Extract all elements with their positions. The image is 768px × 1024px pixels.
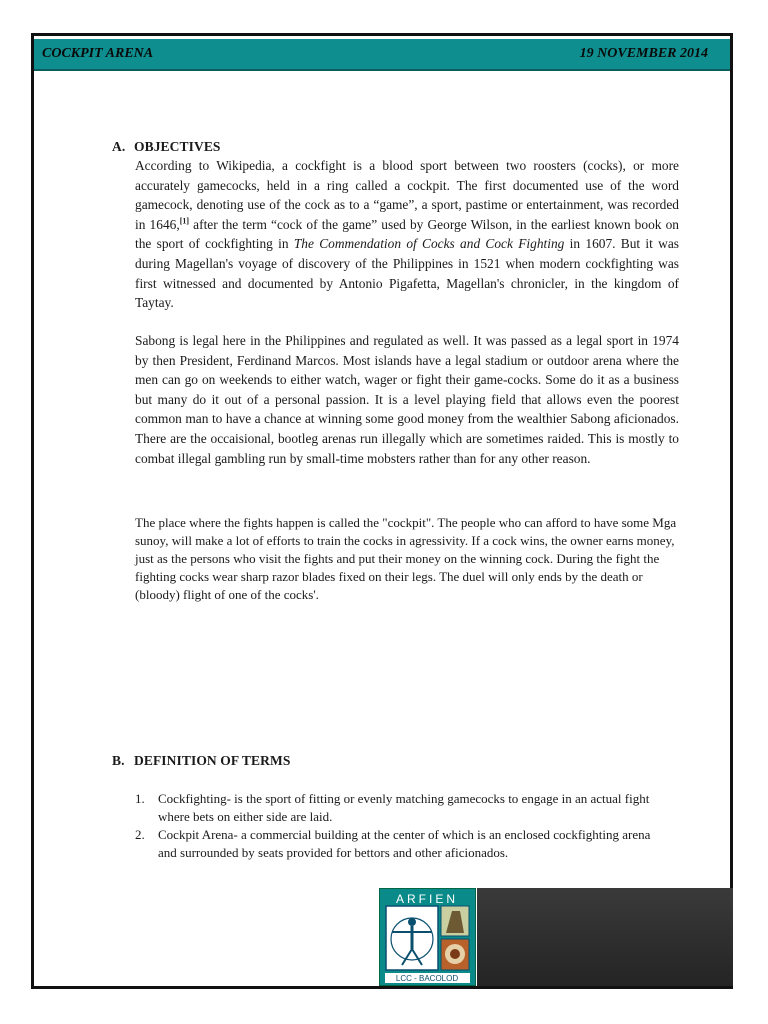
book-title: The Commendation of Cocks and Cock Fighting (293, 236, 565, 252)
list-item (135, 826, 655, 862)
arfien-logo (379, 888, 476, 986)
logo-top-text: ARFIEN (395, 892, 459, 906)
objectives-paragraph-3: The place where the fights happen is called the "cockpit". The people who can afford to have some Mga sunoy, will make a lot of efforts to train the cocks in agressivity. If a cock wins, the owner earns money, just as the persons who visit the fights and put their money on the winning cock. During the fight the fighting cocks wear sharp razor blades fixed on their legs. The duel will only ends by the death or (bloody) flight of one of the cocks'. (135, 515, 677, 602)
section-a-title: OBJECTIVES (134, 139, 221, 154)
header-date: 19 NOVEMBER 2014 (579, 46, 708, 61)
section-b-title: DEFINITION OF TERMS (134, 753, 291, 768)
list-item-text: Cockfighting- is the sport of fitting or evenly matching gamecocks to engage in an actual fight where bets on either side are laid. (158, 791, 650, 824)
logo-bottom-text: LCC - BACOLOD (395, 974, 459, 983)
section-b-heading (112, 753, 290, 769)
section-a-letter: A. (112, 139, 126, 154)
list-item (135, 790, 655, 826)
list-item-text: Cockpit Arena- a commercial building at the center of which is an enclosed cockfighting arena and surrounded by seats provided for bettors and other aficionados. (158, 827, 651, 860)
section-a-heading (112, 139, 221, 155)
p1-text-c: in 1607. But it was during Magellan's voyage of discovery of the Philippines in 1521 when modern cockfighting was first witnessed and documented by Antonio Pigafetta, Magellan's chronicler, in the kingdom of Taytay. (135, 236, 679, 311)
logo-graphic (380, 889, 475, 985)
section-b-letter: B. (112, 753, 125, 768)
footer-dark-panel (477, 888, 733, 986)
list-item-number: 1. (135, 791, 145, 806)
list-item-number: 2. (135, 827, 145, 842)
header-title: COCKPIT ARENA (42, 46, 154, 61)
terms-list (135, 790, 655, 862)
citation-ref[interactable]: [1] (179, 216, 190, 226)
document-header (34, 39, 730, 71)
objectives-paragraph-2: Sabong is legal here in the Philippines and regulated as well. It was passed as a legal sport in 1974 by then President, Ferdinand Marcos. Most islands have a legal stadium or outdoor arena where the men can go on weekends to either watch, wager or fight their game-cocks. Some do it as a business but many do it out of a personal passion. It is a level playing field that allows even the poorest common man to have a chance at winning some good money from the wealthier Sabong aficionados. There are the occaisional, bootleg arenas run illegally which are sometimes raided. This is mostly to combat illegal gambling run by small-time mobsters rather than for any other reason. (135, 333, 679, 466)
objectives-paragraph-1 (135, 156, 679, 313)
p1-text-a: According to Wikipedia, a cockfight is a blood sport between two roosters (cocks), or more accurately gamecocks, held in a ring called a cockpit. The first documented use of the word gamecock, denoting use of the cock as to a “game”, a sport, pastime or entertainment, was recorded in 1646, (135, 158, 679, 232)
p1-text-b: after the term “cock of the game” used by George Wilson, in the earliest known book on the sport of cockfighting in (135, 216, 679, 252)
